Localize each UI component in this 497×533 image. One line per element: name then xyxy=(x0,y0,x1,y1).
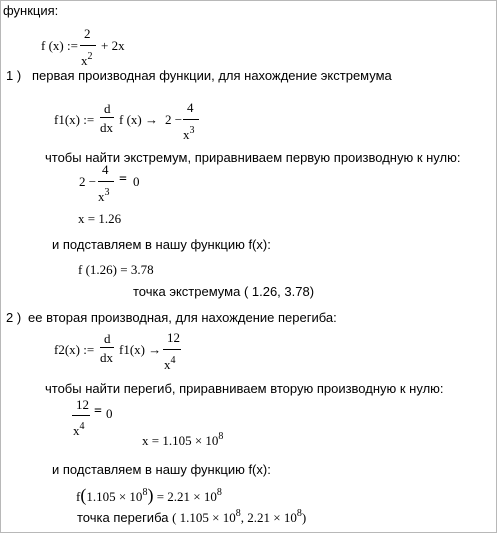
f2-d-top: d xyxy=(104,331,111,346)
f2-arg: f1(x) → xyxy=(119,342,162,357)
step2-heading: ее вторая производная, для нахождение перегиба: xyxy=(28,310,337,325)
f2-fraction-bar xyxy=(163,349,181,350)
f1-lhs: f1(x) := xyxy=(54,112,95,127)
step1-solution: x = 1.26 xyxy=(78,211,122,226)
step1-number: 1 ) xyxy=(6,68,22,83)
step2-number: 2 ) xyxy=(6,310,22,325)
eq1-rhs: 0 xyxy=(133,174,140,189)
fdef-lhs: f (x) := xyxy=(41,38,78,53)
f1-d-bar xyxy=(100,117,114,118)
step2-instruction: чтобы найти перегиб, приравниваем вторую производную к нулю: xyxy=(45,381,444,396)
eq1-den: $x^3$ xyxy=(98,187,110,204)
eq2-equals-sign: = xyxy=(94,404,102,419)
intro-label: функция: xyxy=(3,3,59,18)
step1-instruction: чтобы найти экстремум, приравниваем первую производную к нулю: xyxy=(45,150,461,165)
f2-d-bar xyxy=(100,347,114,348)
step1-value: f (1.26) = 3.78 xyxy=(78,262,154,277)
f1-rhs: 2 − xyxy=(165,112,183,127)
fdef-fraction-bar xyxy=(80,45,96,46)
fdef-num: 2 xyxy=(84,26,91,41)
fdef-den: $x^2$ xyxy=(81,51,93,68)
step2-sub-text: и подставляем в нашу функцию f(x): xyxy=(52,462,271,477)
fdef-plus: + 2x xyxy=(101,38,125,53)
step1-sub-text: и подставляем в нашу функцию f(x): xyxy=(52,237,271,252)
f1-d-top: d xyxy=(104,101,111,116)
eq2-fraction-bar xyxy=(72,415,90,416)
step1-heading: первая производная функции, для нахождение экстремума xyxy=(32,68,392,83)
step2-solution: $x = 1.105 \times 10^8$ xyxy=(142,431,224,448)
step1-point: точка экстремума ( 1.26, 3.78) xyxy=(133,284,315,299)
eq1-equals-sign: = xyxy=(119,172,127,187)
f1-fraction-bar xyxy=(183,119,199,120)
eq1-fraction-bar xyxy=(98,181,114,182)
eq1-num: 4 xyxy=(102,162,109,177)
f2-lhs: f2(x) := xyxy=(54,342,95,357)
f2-d-bot: dx xyxy=(100,350,113,365)
f1-den: $x^3$ xyxy=(183,125,195,142)
f1-arg: f (x) → xyxy=(119,112,158,127)
step2-value: $f(1.105 \times 10^8) = 2.21 \times 10^8$ xyxy=(76,485,222,505)
eq2-rhs: 0 xyxy=(106,406,113,421)
f2-den: $x^4$ xyxy=(164,355,176,372)
eq2-den: $x^4$ xyxy=(73,421,85,438)
f2-num: 12 xyxy=(167,330,180,345)
step2-point-coords: ( $1.105 \times 10^8$, $2.21 \times 10^8$) xyxy=(172,508,307,525)
eq1-lead: 2 − xyxy=(79,174,97,189)
f1-d-bot: dx xyxy=(100,120,113,135)
step2-point: точка перегиба ( $1.105 \times 10^8$, $2.21 \times 10^8$) xyxy=(77,508,307,525)
f1-num: 4 xyxy=(187,100,194,115)
eq2-num: 12 xyxy=(76,397,89,412)
